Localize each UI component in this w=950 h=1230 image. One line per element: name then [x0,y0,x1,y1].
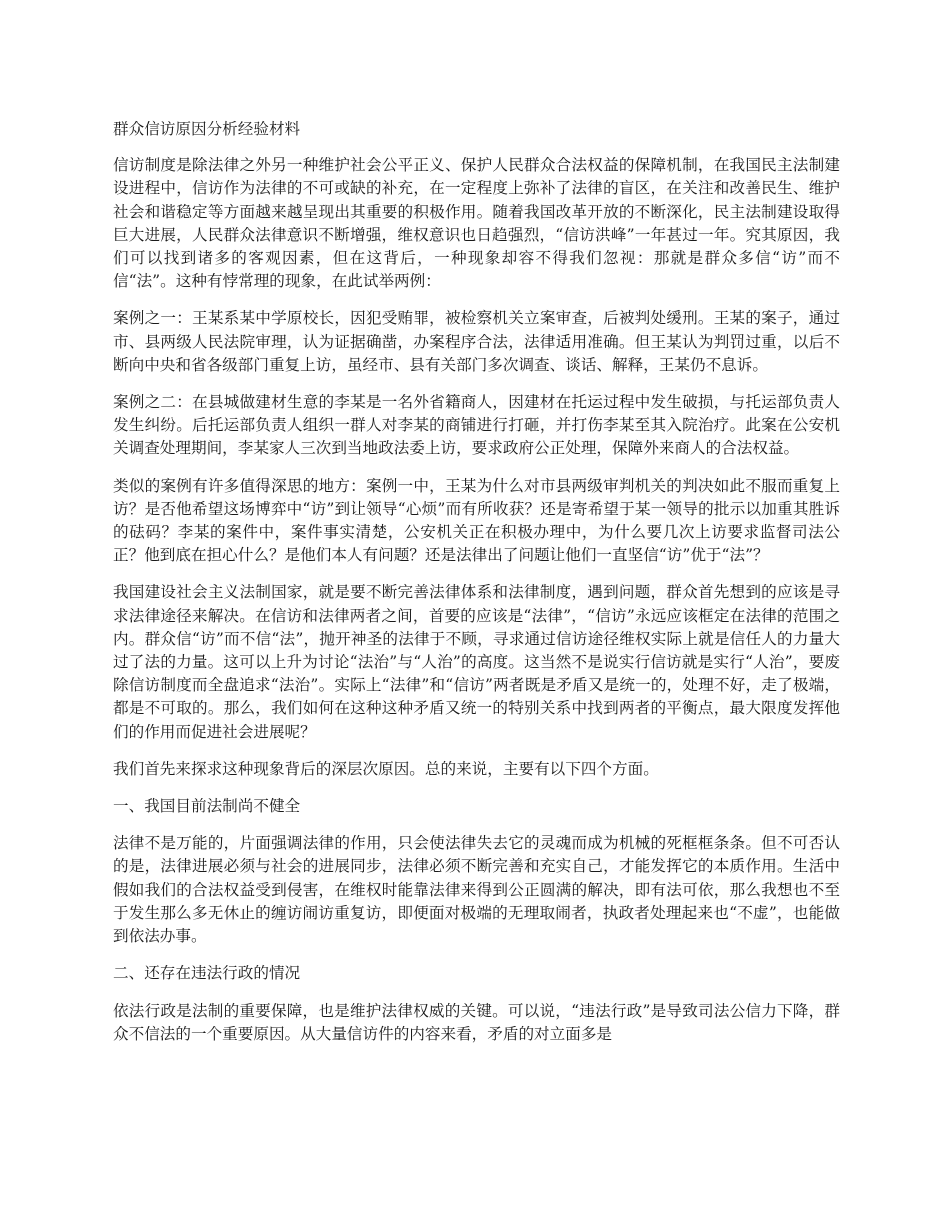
document-page [113,118,840,1060]
rule-of-law-paragraph: 我国建设社会主义法制国家，就是要不断完善法律体系和法律制度，遇到问题，群众首先想到的应该是寻求法律途径来解决。在信访和法律两者之间，首要的应该是“法律”，“信访”永远应该框定在法律的范围之内。群众信“访”而不信“法”，抛开神圣的法律于不顾，寻求通过信访途径维权实际上就是信任人的力量大过了法的力量。这可以上升为讨论“法治”与“人治”的高度。这当然不是说实行信访就是实行“人治”，要废除信访制度而全盘追求“法治”。实际上“法律”和“信访”两者既是矛盾又是统一的，处理不好，走了极端，都是不可取的。那么，我们如何在这种这种矛盾又统一的特别关系中找到两者的平衡点，最大限度发挥他们的作用而促进社会进展呢？ [113,583,840,741]
section-2-paragraph: 依法行政是法制的重要保障，也是维护法律权威的关键。可以说，“违法行政”是导致司法公信力下降，群众不信法的一个重要原因。从大量信访件的内容来看，矛盾的对立面多是 [113,1001,840,1043]
reflection-paragraph: 类似的案例有许多值得深思的地方：案例一中，王某为什么对市县两级审判机关的判决如此不服而重复上访？是否他希望这场博弈中“访”到让领导“心烦”而有所收获？还是寄希望于某一领导的批示以加重其胜诉的砝码？李某的案件中，案件事实清楚，公安机关正在积极办理中，为什么要几次上访要求监督司法公正？他到底在担心什么？是他们本人有问题？还是法律出了问题让他们一直坚信“访”优于“法”？ [113,476,840,565]
document-title: 群众信访原因分析经验材料 [113,120,301,138]
causes-intro-paragraph: 我们首先来探求这种现象背后的深层次原因。总的来说，主要有以下四个方面。 [113,759,659,778]
intro-paragraph: 信访制度是除法律之外另一种维护社会公平正义、保护人民群众合法权益的保障机制，在我国民主法制建设进程中，信访作为法律的不可或缺的补充，在一定程度上弥补了法律的盲区，在关注和改善民生、维护社会和谐稳定等方面越来越呈现出其重要的积极作用。随着我国改革开放的不断深化，民主法制建设取得巨大进展，人民群众法律意识不断增强，维权意识也日趋强烈，“信访洪峰”一年甚过一年。究其原因，我们可以找到诸多的客观因素，但在这背后，一种现象却容不得我们忽视：那就是群众多信“访”而不信“法”。这种有悖常理的现象，在此试举两例： [113,156,840,291]
section-heading-2: 二、还存在违法行政的情况 [113,964,301,983]
case-two-paragraph: 案例之二：在县城做建材生意的李某是一名外省籍商人，因建材在托运过程中发生破损，与托运部负责人发生纠纷。后托运部负责人组织一群人对李某的商铺进行打砸，并打伤李某至其入院治疗。此案在公安机关调查处理期间，李某家人三次到当地政法委上访，要求政府公正处理，保障外来商人的合法权益。 [113,393,840,458]
section-1-paragraph: 法律不是万能的，片面强调法律的作用，只会使法律失去它的灵魂而成为机械的死框框条条。但不可否认的是，法律进展必须与社会的进展同步，法律必须不断完善和充实自己，才能发挥它的本质作用。生活中假如我们的合法权益受到侵害，在维权时能靠法律来得到公正圆满的解决，即有法可依，那么我想也不至于发生那么多无休止的缠访闹访重复访，即便面对极端的无理取闹者，执政者处理起来也“不虚”，也能做到依法办事。 [113,834,840,946]
case-one-paragraph: 案例之一：王某系某中学原校长，因犯受贿罪，被检察机关立案审查，后被判处缓刑。王某的案子，通过市、县两级人民法院审理，认为证据确凿，办案程序合法，法律适用准确。但王某认为判罚过重，以后不断向中央和省各级部门重复上访，虽经市、县有关部门多次调查、谈话、解释，王某仍不息诉。 [113,309,840,374]
section-heading-1: 一、我国目前法制尚不健全 [113,797,301,816]
